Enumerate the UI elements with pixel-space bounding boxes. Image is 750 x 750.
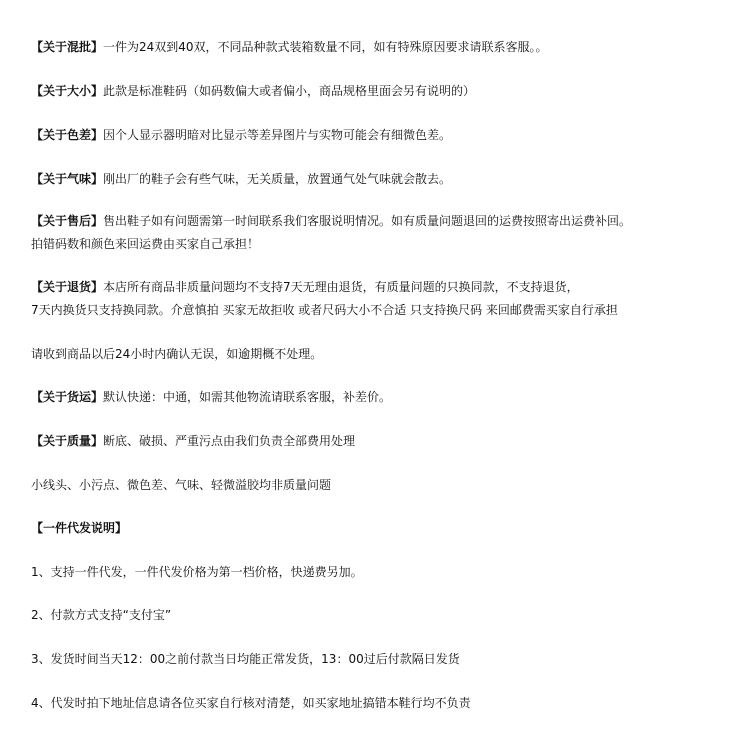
dropship-item: 1、支持一件代发，一件代发价格为第一档价格，快递费另加。 [31, 565, 363, 579]
dropship-item: 4、代发时拍下地址信息请各位买家自行核对清楚，如买家地址搞错本鞋行均不负责 [31, 696, 471, 710]
returns-tag: 【关于退货】 [31, 280, 104, 294]
quality-tag: 【关于质量】 [31, 434, 104, 448]
returns-note [31, 279, 579, 295]
after-sales-note-2: 拍错码数和颜色来回运费由买家自己承担！ [31, 237, 260, 251]
confirm-note: 请收到商品以后24小时内确认无误，如逾期概不处理。 [31, 347, 323, 361]
returns-note-2: 7天内换货只支持换同款。介意慎拍 买家无故拒收 或者尺码大小不合适 只支持换尺码 来回邮费需买家自行承担 [31, 303, 618, 317]
after-sales-note [31, 213, 631, 229]
shipping-text: 默认快递：中通，如需其他物流请联系客服，补差价。 [103, 390, 392, 404]
dropship-item: 3、发货时间当天12：00之前付款当日均能正常发货，13：00过后付款隔日发货 [31, 652, 460, 666]
after-sales-tag: 【关于售后】 [31, 214, 104, 228]
shipping-note [31, 389, 391, 405]
size-tag: 【关于大小】 [31, 84, 104, 98]
size-note [31, 83, 475, 99]
color-diff-note [31, 127, 451, 143]
odor-note [31, 171, 451, 187]
quality-text: 断底、破损、严重污点由我们负责全部费用处理 [103, 434, 356, 448]
odor-text: 刚出厂的鞋子会有些气味，无关质量，放置通气处气味就会散去。 [103, 172, 452, 186]
after-sales-text: 售出鞋子如有问题需第一时间联系我们客服说明情况。如有质量问题退回的运费按照寄出运费补回。 [103, 214, 632, 228]
color-diff-text: 因个人显示器明暗对比显示等差异图片与实物可能会有细微色差。 [103, 128, 452, 142]
returns-text: 本店所有商品非质量问题均不支持7天无理由退货，有质量问题的只换同款，不支持退货， [103, 280, 579, 294]
shipping-tag: 【关于货运】 [31, 390, 104, 404]
dropship-title: 【一件代发说明】 [31, 521, 128, 535]
size-text: 此款是标准鞋码（如码数偏大或者偏小，商品规格里面会另有说明的） [103, 84, 476, 98]
wholesale-note [31, 39, 548, 55]
dropship-item: 2、付款方式支持“支付宝” [31, 608, 172, 622]
quality-note [31, 433, 355, 449]
odor-tag: 【关于气味】 [31, 172, 104, 186]
wholesale-tag: 【关于混批】 [31, 40, 104, 54]
wholesale-text: 一件为24双到40双，不同品种款式装箱数量不同，如有特殊原因要求请联系客服。。 [103, 40, 548, 54]
color-diff-tag: 【关于色差】 [31, 128, 104, 142]
quality-note-2: 小线头、小污点、微色差、气味、轻微溢胶均非质量问题 [31, 478, 332, 492]
